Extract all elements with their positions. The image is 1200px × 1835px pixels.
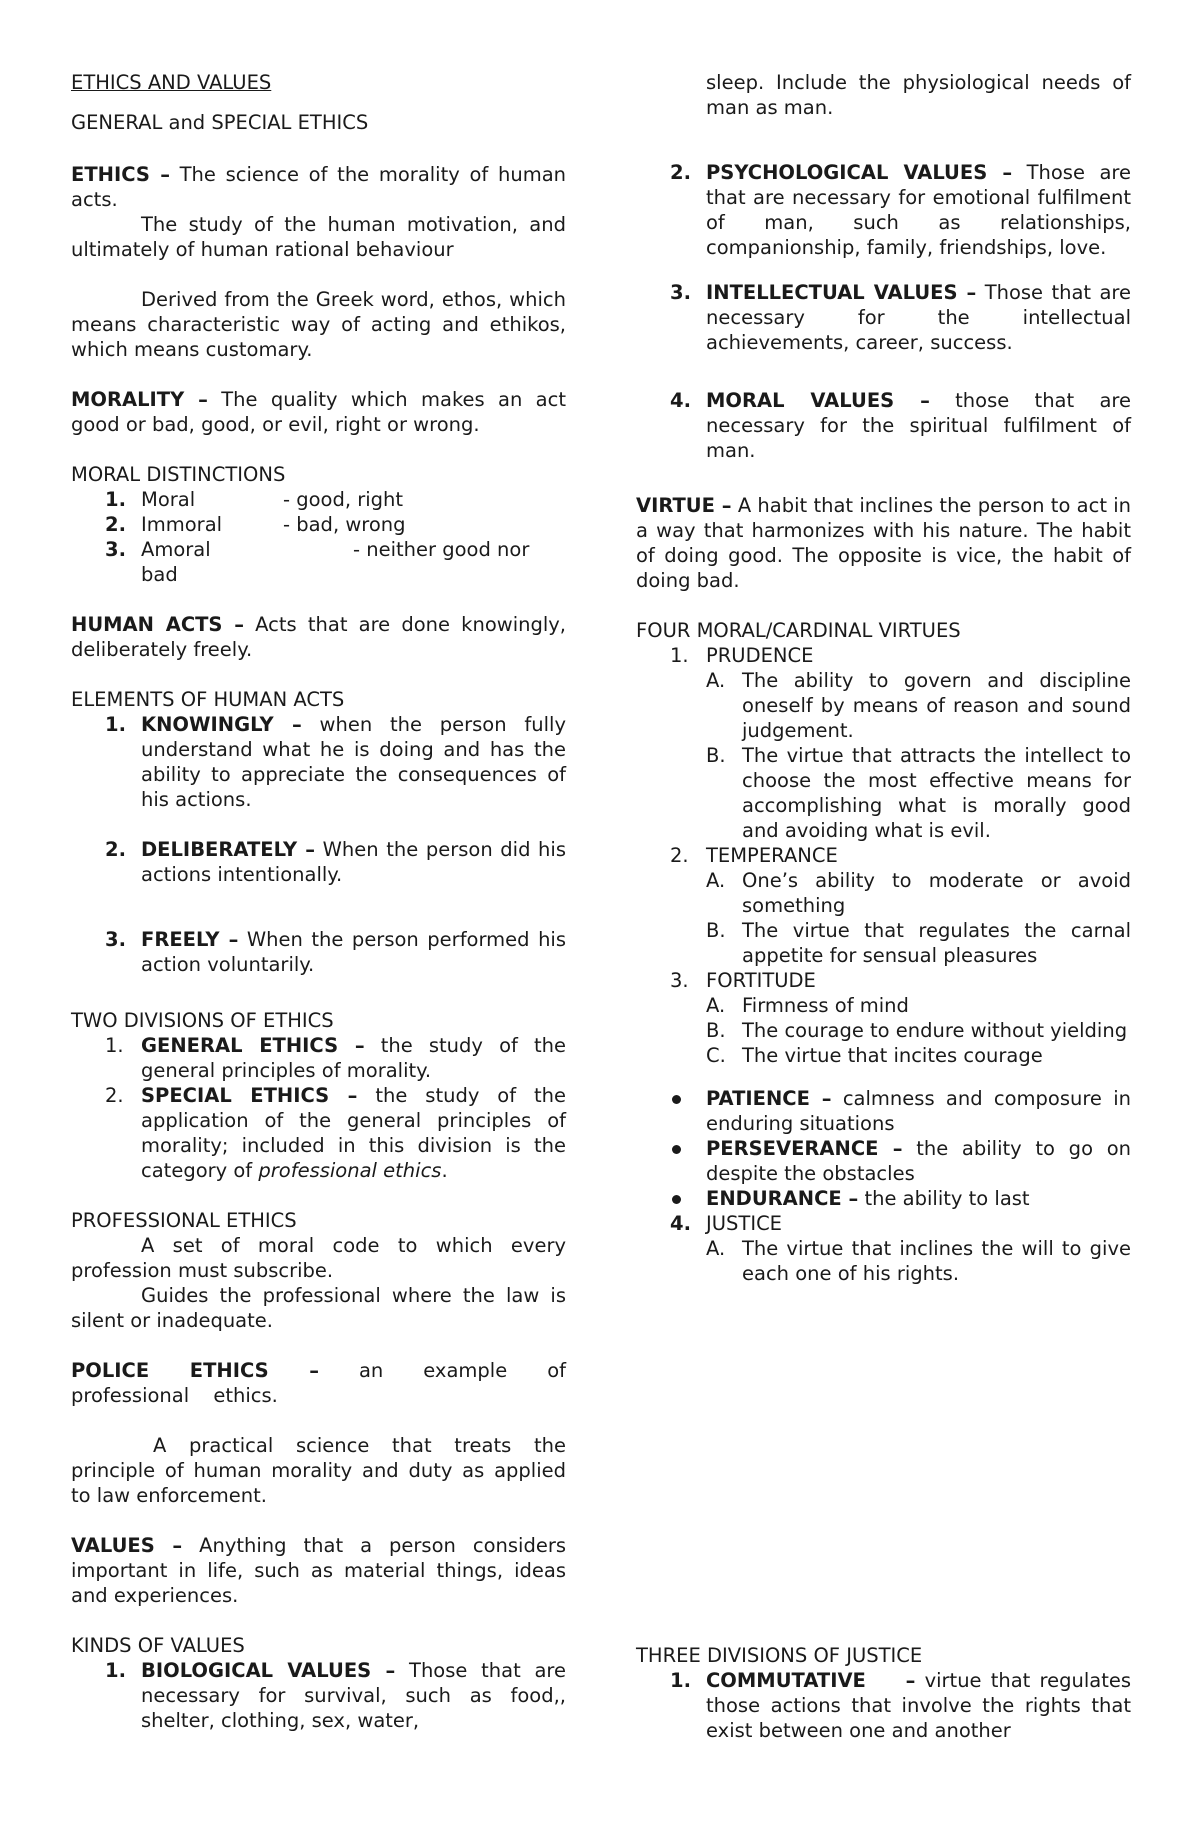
sub-list (636, 668, 1131, 843)
values-term: VALUES – (71, 1534, 183, 1557)
bullet-term: PATIENCE – (706, 1087, 832, 1110)
kinds-heading: KINDS OF VALUES (71, 1634, 245, 1657)
list-item (636, 1136, 1131, 1186)
list-item (636, 388, 1131, 463)
list-number: 2. (670, 161, 691, 184)
police-ethics-paragraph: A practical science that treats the principle of human morality and duty as applied to law enforcement. (71, 1434, 566, 1507)
human-acts-term: HUMAN ACTS – (71, 613, 244, 636)
bullet-icon (672, 1145, 681, 1154)
values-definition (71, 1533, 566, 1608)
kind-term: BIOLOGICAL VALUES – (141, 1659, 396, 1682)
kind-def: Those are that are necessary for emotional fulfilment of man, such as relationships, companionship, family, friendships, love. (706, 161, 1131, 259)
list-number: 1. (105, 1034, 124, 1057)
morality-term: MORALITY – (71, 388, 208, 411)
list-number: 3. (670, 281, 691, 304)
list-item (71, 927, 566, 977)
virtue-definition (636, 493, 1131, 593)
sub-list (636, 993, 1131, 1068)
kind-term: PSYCHOLOGICAL VALUES – (706, 161, 1013, 184)
virtue-name: PRUDENCE (706, 644, 814, 667)
division-term: GENERAL ETHICS – (141, 1034, 365, 1057)
list-item (636, 743, 1131, 843)
list-item (636, 668, 1131, 743)
element-term: FREELY – (141, 928, 239, 951)
virtue-temperance (636, 843, 1131, 968)
distinction-def: - neither good nor bad (141, 538, 530, 586)
justice-list (636, 1211, 1131, 1286)
justice-divisions-heading: THREE DIVISIONS OF JUSTICE (636, 1644, 923, 1667)
kind-def: Those that are necessary for the intellectual achievements, career, success. (706, 281, 1131, 354)
list-number: 2. (105, 513, 126, 536)
distinctions-heading: MORAL DISTINCTIONS (71, 463, 286, 486)
element-def: when the person fully understand what he is doing and has the ability to appreciate the consequences of his actions. (141, 713, 566, 811)
division-emphasis: professional ethics (258, 1159, 442, 1182)
list-item (636, 70, 1131, 120)
item-text: One’s ability to moderate or avoid something (742, 869, 1131, 917)
virtue-term: VIRTUE – (636, 494, 732, 517)
police-ethics-definition (71, 1358, 566, 1408)
element-term: KNOWINGLY – (141, 713, 302, 736)
list-item (636, 1018, 1131, 1043)
list-number: 3. (105, 538, 126, 561)
human-acts-def: Acts that are done knowingly, deliberately freely. (71, 613, 567, 661)
list-item (636, 1043, 1131, 1068)
list-item (71, 1033, 566, 1083)
list-item (636, 868, 1131, 918)
distinction-def: - good, right (283, 488, 404, 511)
list-letter: A. (706, 869, 726, 892)
list-item (71, 537, 566, 587)
list-item (71, 512, 566, 537)
distinction-term: Immoral (141, 513, 223, 536)
list-item (71, 837, 566, 887)
list-item (71, 1658, 566, 1733)
list-number: 1. (670, 1669, 691, 1692)
list-number: 3. (670, 969, 689, 992)
list-item (71, 1083, 566, 1183)
list-item (71, 712, 566, 812)
document-title: ETHICS AND VALUES (71, 71, 272, 94)
commutative-def: virtue that regulates those actions that involve the rights that exist between one and another (706, 1669, 1131, 1742)
list-item (636, 160, 1131, 260)
list-number: 3. (105, 928, 126, 951)
commutative-term: COMMUTATIVE – (706, 1669, 916, 1692)
bullet-def: calmness and composure in enduring situations (706, 1087, 1131, 1135)
virtue-fortitude (636, 968, 1131, 1068)
list-letter: A. (706, 1237, 726, 1260)
element-def: When the person performed his action voluntarily. (141, 928, 566, 976)
distinctions-list (71, 487, 566, 587)
morality-definition (71, 387, 566, 437)
bullet-list (636, 1086, 1131, 1211)
list-item (636, 1186, 1131, 1211)
virtue-name: JUSTICE (706, 1212, 783, 1235)
biological-continued: sleep. Include the physiological needs of man as man. (706, 71, 1131, 119)
virtue-name: TEMPERANCE (706, 844, 838, 867)
kinds-list-continued (636, 70, 1131, 463)
list-number: 1. (670, 644, 689, 667)
kinds-list (71, 1658, 566, 1733)
bullet-icon (672, 1195, 681, 1204)
element-def: When the person did his actions intentionally. (141, 838, 566, 886)
cardinal-virtues-list (636, 643, 1131, 1068)
item-text: The virtue that inclines the will to give each one of his rights. (742, 1237, 1131, 1285)
item-text: The virtue that attracts the intellect to choose the most effective means for accomplishing what is morally good and avoiding what is evil. (742, 744, 1131, 842)
distinction-term: Moral (141, 488, 196, 511)
ethics-definition (71, 162, 566, 212)
list-number: 1. (105, 713, 126, 736)
bullet-icon (672, 1095, 681, 1104)
bullet-def: the ability to last (858, 1187, 1030, 1210)
division-def: the study of the application of the general principles of morality; included in this division is the category of (141, 1084, 566, 1182)
professional-ethics-p1: A set of moral code to which every profession must subscribe. (71, 1234, 566, 1282)
list-number: 2. (105, 838, 126, 861)
professional-ethics-heading: PROFESSIONAL ETHICS (71, 1209, 297, 1232)
kind-term: MORAL VALUES – (706, 389, 930, 412)
professional-ethics-p2: Guides the professional where the law is silent or inadequate. (71, 1284, 566, 1332)
division-tail: . (441, 1159, 448, 1182)
bullet-def: the ability to go on despite the obstacles (706, 1137, 1131, 1185)
virtue-prudence (636, 643, 1131, 843)
list-number: 1. (105, 1659, 126, 1682)
list-number: 1. (105, 488, 126, 511)
distinction-def: - bad, wrong (283, 513, 406, 536)
list-item (71, 487, 566, 512)
division-def: the study of the general principles of morality. (141, 1034, 566, 1082)
sub-list (636, 868, 1131, 968)
distinction-term: Amoral (141, 538, 211, 561)
list-number: 2. (670, 844, 689, 867)
list-number: 4. (670, 389, 691, 412)
police-ethics-def: an example of professional ethics. (71, 1359, 566, 1407)
kind-term: INTELLECTUAL VALUES – (706, 281, 977, 304)
virtue-def: A habit that inclines the person to act in a way that harmonizes with his nature. The habit of doing good. The opposite is vice, the habit of doing bad. (636, 494, 1132, 592)
item-text: Firmness of mind (742, 994, 909, 1017)
morality-def: The quality which makes an act good or bad, good, or evil, right or wrong. (71, 388, 566, 436)
item-text: The virtue that incites courage (742, 1044, 1043, 1067)
list-item (636, 1236, 1131, 1286)
virtue-name: FORTITUDE (706, 969, 816, 992)
bullet-term: ENDURANCE – (706, 1187, 859, 1210)
section-subtitle: GENERAL and SPECIAL ETHICS (71, 111, 369, 134)
item-text: The courage to endure without yielding (742, 1019, 1128, 1042)
ethics-def: The science of the morality of human acts. (71, 163, 566, 211)
list-letter: C. (706, 1044, 726, 1067)
list-item (636, 993, 1131, 1018)
ethics-term: ETHICS – (71, 163, 170, 186)
list-item (636, 918, 1131, 968)
division-term: SPECIAL ETHICS – (141, 1084, 358, 1107)
list-letter: B. (706, 919, 726, 942)
elements-heading: ELEMENTS OF HUMAN ACTS (71, 688, 345, 711)
list-number: 2. (105, 1084, 124, 1107)
sub-list (636, 1236, 1131, 1286)
cardinal-virtues-heading: FOUR MORAL/CARDINAL VIRTUES (636, 619, 961, 642)
list-item (636, 1668, 1131, 1743)
kind-def: those that are necessary for the spiritual fulfilment of man. (706, 389, 1131, 462)
ethics-derivation: Derived from the Greek word, ethos, which means characteristic way of acting and ethikos, which means customary. (71, 288, 566, 361)
item-text: The virtue that regulates the carnal appetite for sensual pleasures (742, 919, 1131, 967)
item-text: The ability to govern and discipline oneself by means of reason and sound judgement. (742, 669, 1131, 742)
kind-def: Those that are necessary for survival, such as food,, shelter, clothing, sex, water, (141, 1659, 566, 1732)
police-ethics-term: POLICE ETHICS – (71, 1359, 319, 1382)
list-letter: A. (706, 669, 726, 692)
list-number: 4. (670, 1212, 691, 1235)
list-item (636, 280, 1131, 355)
list-item (636, 1086, 1131, 1136)
virtue-justice (636, 1211, 1131, 1286)
human-acts-definition (71, 612, 566, 662)
right-column (636, 70, 1132, 1742)
divisions-list (71, 1033, 566, 1183)
list-letter: B. (706, 1019, 726, 1042)
divisions-heading: TWO DIVISIONS OF ETHICS (71, 1009, 334, 1032)
left-column (71, 70, 566, 1733)
justice-divisions-list (636, 1668, 1131, 1743)
bullet-term: PERSEVERANCE – (706, 1137, 903, 1160)
list-letter: A. (706, 994, 726, 1017)
element-term: DELIBERATELY – (141, 838, 316, 861)
elements-list (71, 712, 566, 977)
list-letter: B. (706, 744, 726, 767)
ethics-definition-2: The study of the human motivation, and ultimately of human rational behaviour (71, 213, 566, 261)
values-def: Anything that a person considers important in life, such as material things, ideas and experiences. (71, 1534, 567, 1607)
